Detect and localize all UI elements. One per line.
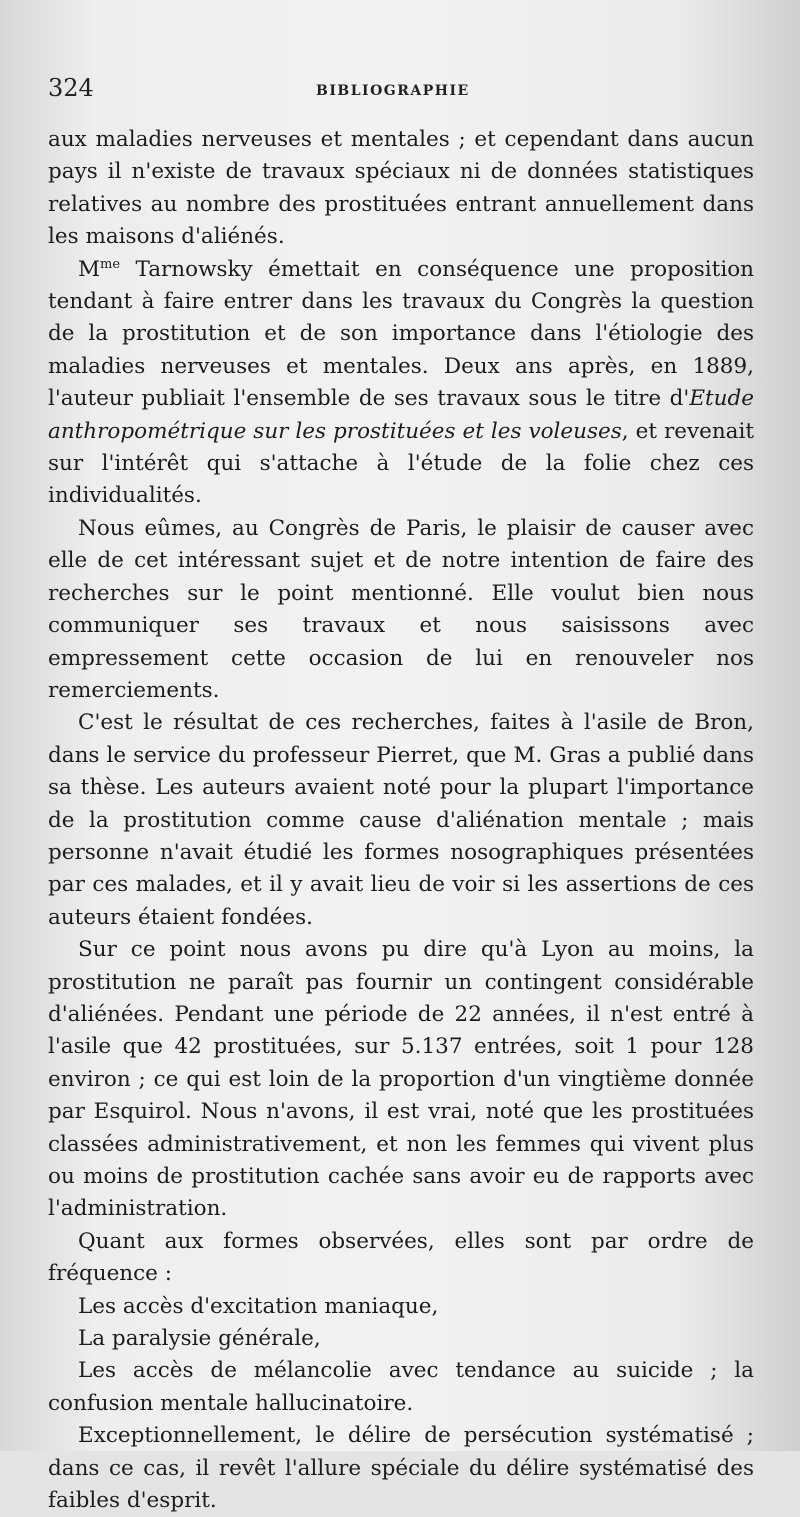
honorific: M (78, 256, 101, 282)
paragraph-results: C'est le résultat de ces recherches, faites à l'asile de Bron, dans le service du professeur Pierret, que M. Gras a publié dans sa thèse. Les auteurs avaient noté pour la plupart l'importance de la prostitution comme cause d'aliénation mentale ; mais personne n'avait étudié les formes nosographiques présentées par ces malades, et il y avait lieu de voir si les assertions de ces auteurs étaient fondées. (48, 710, 754, 930)
paragraph-continuation: aux maladies nerveuses et mentales ; et cependant dans aucun pays il n'existe de travaux spéciaux ni de données statistiques relatives au nombre des prostituées entrant annuellement dans les maisons d'aliénés. (48, 127, 754, 250)
body-text (48, 124, 754, 1517)
paragraph-exception: Exceptionnellement, le délire de persécution systématisé ; dans ce cas, il revêt l'allure spéciale du délire systématisé des faibles d'esprit. (48, 1423, 754, 1514)
paragraph-lyon: Sur ce point nous avons pu dire qu'à Lyon au moins, la prostitution ne paraît pas fournir un contingent considérable d'aliénées. Pendant une période de 22 années, il n'est entré à l'asile que 42 prostituées, sur 5.137 entrées, soit 1 pour 128 environ ; ce qui est loin de la proportion d'un vingtième donnée par Esquirol. Nous n'avons, il est vrai, noté que les prostituées classées administrativement, et non les femmes qui vivent plus ou moins de prostitution cachée sans avoir eu de rapports avec l'administration. (48, 937, 754, 1222)
paragraph-tarnowsky (48, 254, 754, 513)
paragraph-text: Tarnowsky émettait en conséquence une proposition tendant à faire entrer dans les travaux du Congrès la question de la prostitution et de son importance dans l'étiologie des maladies nerveuses et mentales. Deux ans après, en 1889, l'auteur publiait l'ensemble de ses travaux sous le titre d' (48, 256, 754, 412)
list-item: La paralysie générale, (78, 1326, 321, 1352)
list-item: Les accès de mélancolie avec tendance au suicide ; la confusion mentale hallucinatoire. (48, 1358, 754, 1416)
page-header (48, 74, 750, 114)
paragraph-forms: Quant aux formes observées, elles sont par ordre de fréquence : (48, 1228, 754, 1287)
paragraph-text: , et revenait sur l'intérêt qui s'attache à l'étude de la folie chez ces individualités. (48, 418, 754, 509)
work-title: Etude anthropométrique sur les prostituées et les voleuses (48, 386, 754, 444)
list-item: Les accès d'excitation maniaque, (78, 1293, 439, 1319)
paragraph-congress: Nous eûmes, au Congrès de Paris, le plaisir de causer avec elle de cet intéressant sujet et de notre intention de faire des recherches sur le point mentionné. Elle voulut bien nous communiquer ses travaux et nous saisissons avec empressement cette occasion de lui en renouveler nos remerciements. (48, 515, 754, 703)
running-title: BIBLIOGRAPHIE (316, 83, 470, 99)
page-number: 324 (48, 74, 94, 102)
honorific-superscript: me (100, 256, 121, 272)
